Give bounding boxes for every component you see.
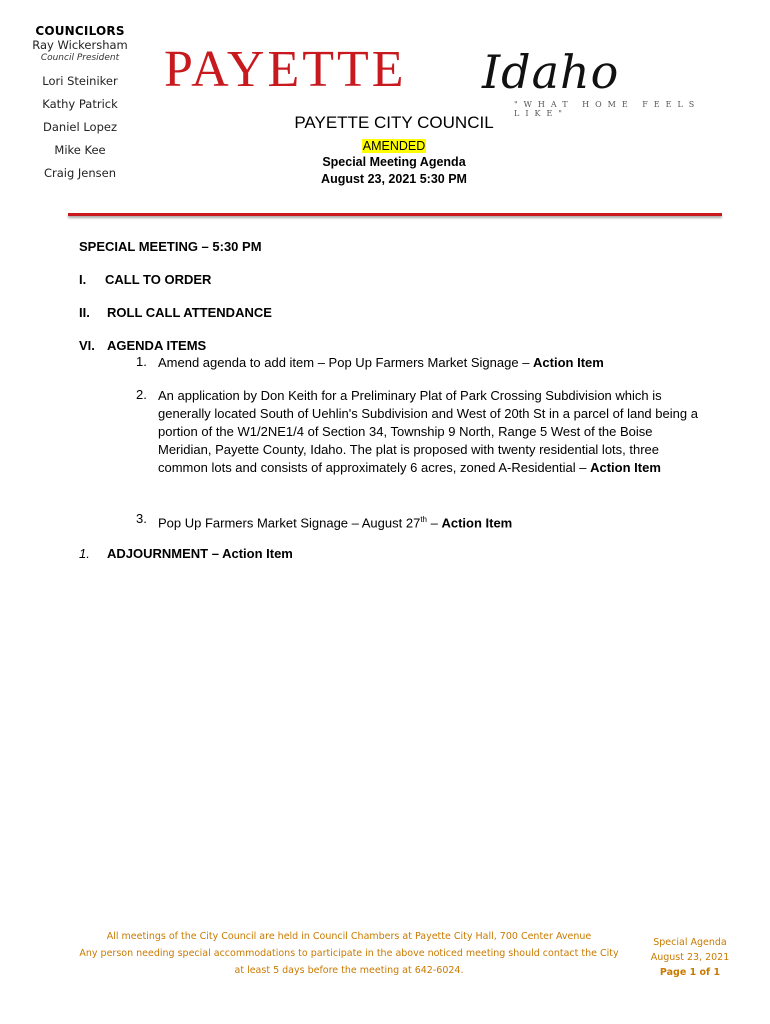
logo-wordmark: PAYETTE: [164, 41, 407, 98]
page-number: Page 1 of 1: [659, 967, 721, 978]
item-number: 2.: [136, 387, 147, 402]
amended-wrap: [0, 137, 770, 155]
agenda-subtitle: Special Meeting Agenda: [322, 155, 466, 169]
footer-date: August 23, 2021: [650, 952, 730, 963]
section-label: CALL TO ORDER: [105, 272, 212, 287]
councilor-name: Ray Wickersham: [32, 38, 128, 52]
action-label: Action Item: [533, 355, 604, 370]
councilor-role: Council President: [40, 53, 120, 63]
agenda-datetime: August 23, 2021 5:30 PM: [321, 172, 467, 186]
logo-script: Idaho: [482, 45, 620, 99]
city-logo: [164, 40, 724, 120]
councilor-name: Kathy Patrick: [42, 97, 118, 111]
item-number: 3.: [136, 511, 147, 526]
footer-doc-type: Special Agenda: [653, 937, 727, 948]
section-label: ROLL CALL ATTENDANCE: [107, 305, 272, 320]
councilor-name: Mike Kee: [54, 143, 106, 157]
footer-notice: [74, 928, 624, 979]
councilor-name: Daniel Lopez: [43, 120, 117, 134]
logo-tagline: "WHAT HOME FEELS LIKE": [514, 100, 701, 118]
section-number: II.: [79, 305, 90, 320]
item-number: 1.: [136, 354, 147, 369]
item-text: Amend agenda to add item – Pop Up Farmers Market Signage – Action Item: [158, 355, 604, 370]
councilor-name: Lori Steiniker: [42, 74, 118, 88]
council-title: PAYETTE CITY COUNCIL: [294, 113, 494, 132]
amended-badge: AMENDED: [362, 139, 426, 153]
special-meeting-heading: SPECIAL MEETING – 5:30 PM: [79, 239, 262, 254]
item-text: Pop Up Farmers Market Signage – August 27th – Action Item: [158, 515, 513, 531]
section-number: I.: [79, 272, 87, 287]
footer-line: Any person needing special accommodations to participate in the above noticed meeting should contact the City: [79, 948, 619, 959]
item-text: An application by Don Keith for a Preliminary Plat of Park Crossing Subdivision which is generally located South of Uehlin's Subdivision and West of 20th St in a parcel of land being a portion of the W1/2NE1/4 of Section 34, Township 9 North, Range 5 West of the Boise Meridian, Payette County, Idaho. The plat is proposed with twenty residential lots, three common lots and consists of approximately 6 acres, zoned A-Residential – Action Item: [158, 388, 698, 475]
section-number: VI.: [79, 338, 95, 353]
councilor-name: Craig Jensen: [43, 166, 117, 180]
section-number: 1.: [79, 546, 90, 561]
action-label: Action Item: [590, 460, 661, 475]
councilors-heading: COUNCILORS: [35, 24, 125, 38]
footer-line: All meetings of the City Council are held in Council Chambers at Payette City Hall, 700 Center Avenue: [106, 931, 592, 942]
section-label: ADJOURNMENT – Action Item: [107, 546, 293, 561]
section-label: AGENDA ITEMS: [107, 338, 207, 353]
footer-line: at least 5 days before the meeting at 642-6024.: [234, 965, 464, 976]
action-label: Action Item: [441, 515, 513, 531]
footer-page-info: [640, 935, 740, 980]
header-divider: [68, 213, 722, 216]
